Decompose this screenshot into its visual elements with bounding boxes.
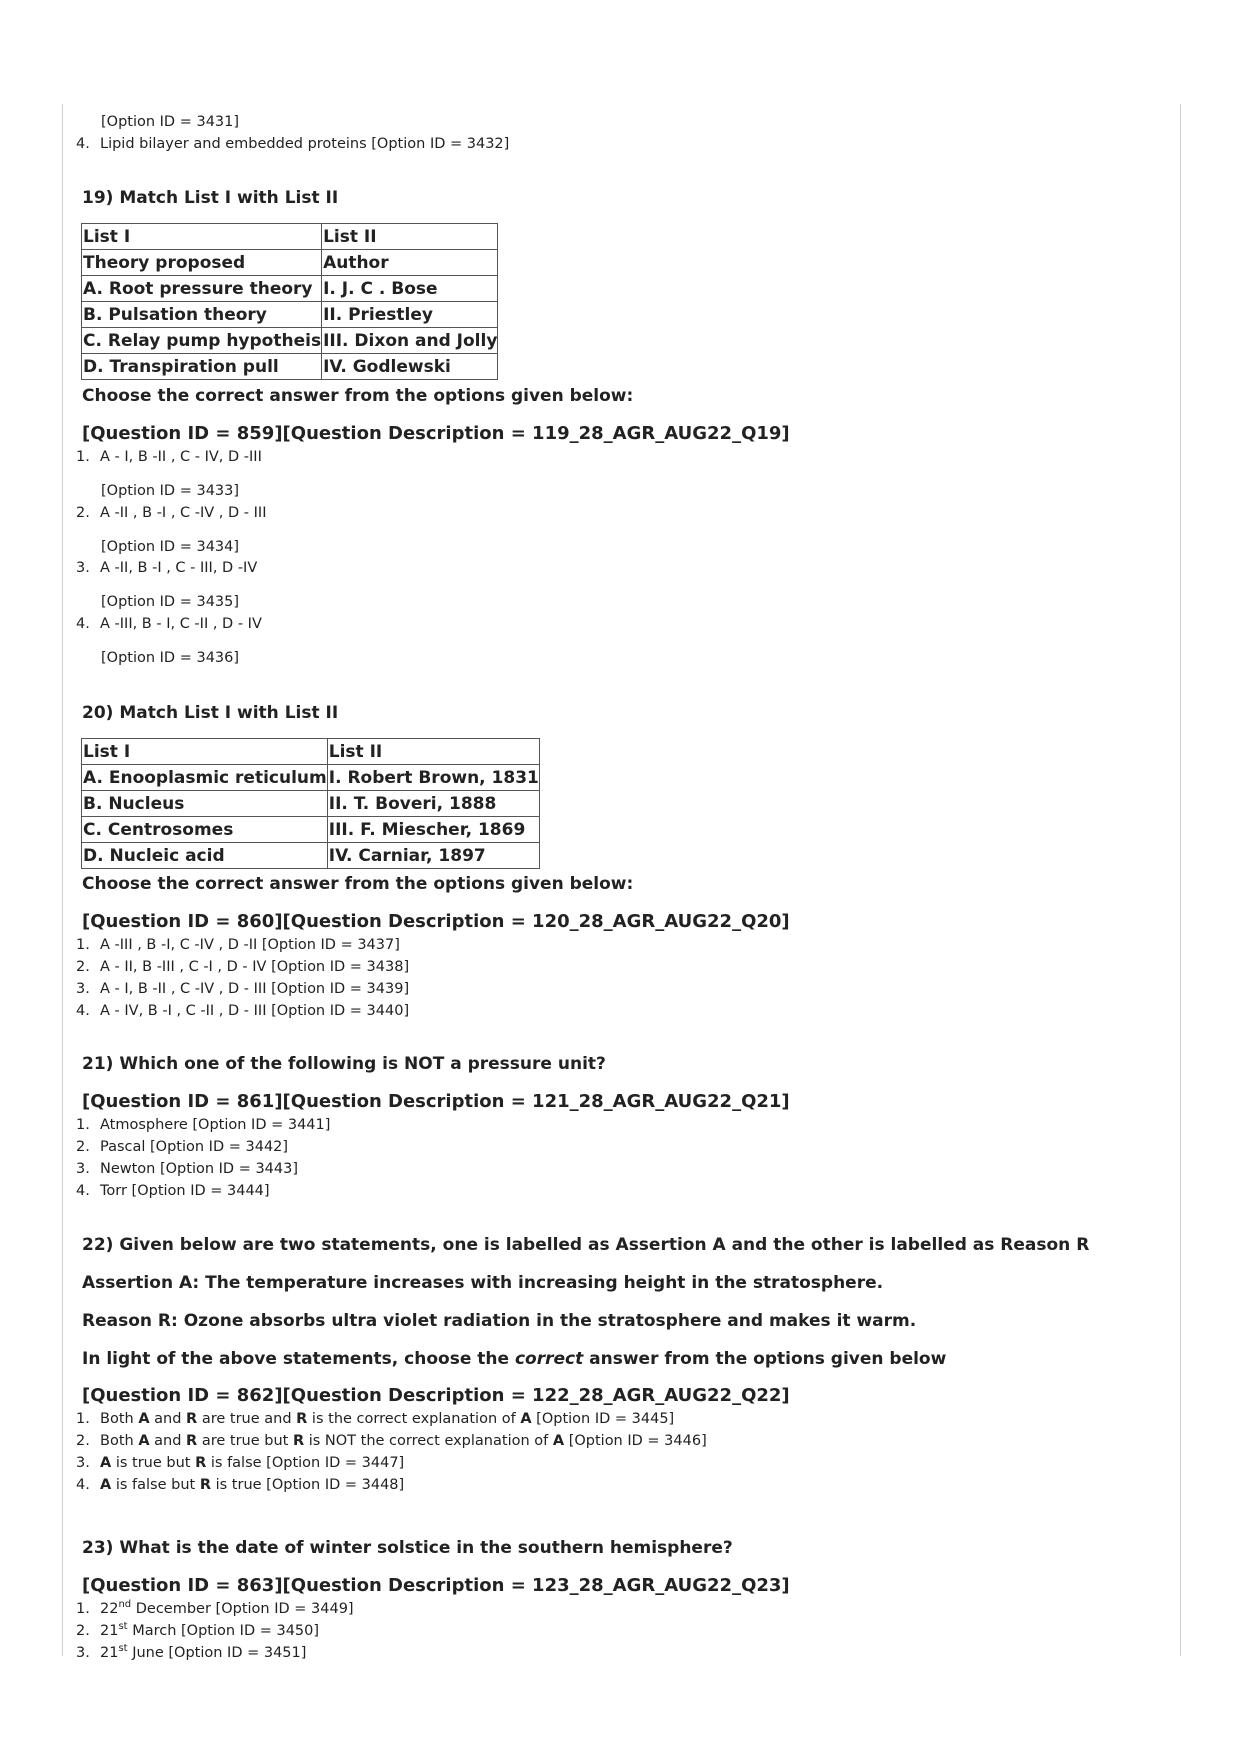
option-text: is true [Option ID = 3448] <box>211 1477 405 1493</box>
option-text: is the correct explanation of <box>307 1411 521 1427</box>
table-cell: IV. Carniar, 1897 <box>327 843 539 869</box>
option-item <box>76 1137 288 1157</box>
table-cell: II. Priestley <box>322 302 498 328</box>
option-item <box>76 134 509 154</box>
question-id: [Question ID = 863][Question Description = 123_28_AGR_AUG22_Q23] <box>82 1575 790 1596</box>
option-number: 4. <box>76 1183 90 1199</box>
option-item <box>76 957 409 977</box>
option-item <box>76 1181 270 1201</box>
option-number: 1. <box>76 1601 90 1617</box>
option-text: 21 <box>100 1645 119 1661</box>
option-number: 2. <box>76 959 90 975</box>
option-item <box>76 1115 330 1135</box>
instruction-text: answer from the options given below <box>583 1349 947 1369</box>
option-text: is NOT the correct explanation of <box>304 1433 553 1449</box>
option-id: [Option ID = 3431] <box>101 114 240 130</box>
option-bold-term: R <box>195 1455 207 1471</box>
option-item <box>76 1599 354 1619</box>
option-item <box>76 1431 707 1451</box>
table-row <box>82 354 498 380</box>
option-text: June [Option ID = 3451] <box>127 1645 307 1661</box>
option-bold-term: R <box>292 1433 305 1449</box>
option-item <box>76 935 400 955</box>
table-row <box>82 328 498 354</box>
table-cell: Author <box>322 250 498 276</box>
option-text: and <box>149 1433 187 1449</box>
option-bold-term: R <box>199 1477 211 1493</box>
option-item <box>76 558 257 578</box>
option-bold-term: R <box>296 1411 308 1427</box>
option-item <box>76 447 262 467</box>
question-id: [Question ID = 861][Question Description = 121_28_AGR_AUG22_Q21] <box>82 1091 790 1112</box>
option-text: [Option ID = 3445] <box>531 1411 675 1427</box>
option-item <box>76 1475 404 1495</box>
table-cell: Theory proposed <box>82 250 322 276</box>
table-row <box>82 276 498 302</box>
option-text: A - I, B -II , C - IV, D -III <box>100 449 262 465</box>
option-text: 22 <box>100 1601 119 1617</box>
table-cell: II. T. Boveri, 1888 <box>327 791 539 817</box>
table-cell: D. Nucleic acid <box>82 843 328 869</box>
option-text: and <box>149 1411 187 1427</box>
option-id: [Option ID = 3436] <box>101 650 240 666</box>
option-bold-term: A <box>100 1455 112 1471</box>
option-bold-term: R <box>186 1433 198 1449</box>
option-number: 3. <box>76 1645 90 1661</box>
table-cell: B. Pulsation theory <box>82 302 322 328</box>
option-number: 2. <box>76 505 90 521</box>
option-number: 3. <box>76 1161 90 1177</box>
option-text: March [Option ID = 3450] <box>127 1623 320 1639</box>
option-number: 3. <box>76 1455 90 1471</box>
question-instruction: Choose the correct answer from the options given below: <box>82 386 634 406</box>
table-cell: A. Root pressure theory <box>82 276 322 302</box>
option-text: Newton [Option ID = 3443] <box>100 1161 299 1177</box>
table-cell: III. F. Miescher, 1869 <box>327 817 539 843</box>
option-number: 4. <box>76 1003 90 1019</box>
option-number: 2. <box>76 1433 90 1449</box>
option-text: are true and <box>197 1411 297 1427</box>
option-text: A - I, B -II , C -IV , D - III [Option ID = 3439] <box>100 981 410 997</box>
option-text: 21 <box>100 1623 119 1639</box>
option-number: 4. <box>76 1477 90 1493</box>
option-id: [Option ID = 3435] <box>101 594 240 610</box>
ordinal-suffix: st <box>118 1643 128 1654</box>
option-text: A -II, B -I , C - III, D -IV <box>100 560 258 576</box>
option-text: is false but <box>111 1477 200 1493</box>
option-number: 4. <box>76 136 90 152</box>
question-title: 21) Which one of the following is NOT a pressure unit? <box>82 1054 606 1074</box>
option-number: 1. <box>76 449 90 465</box>
option-text: is false [Option ID = 3447] <box>206 1455 405 1471</box>
reason-statement: Reason R: Ozone absorbs ultra violet radiation in the stratosphere and makes it warm. <box>82 1311 917 1331</box>
option-item <box>76 503 266 523</box>
option-number: 3. <box>76 560 90 576</box>
option-text: Both <box>100 1433 139 1449</box>
table-row <box>82 765 540 791</box>
instruction-text: In light of the above statements, choose the <box>82 1349 515 1369</box>
question-title: 20) Match List I with List II <box>82 703 339 723</box>
option-bold-term: A <box>520 1411 532 1427</box>
table-cell: I. Robert Brown, 1831 <box>327 765 539 791</box>
table-cell: I. J. C . Bose <box>322 276 498 302</box>
match-table <box>81 738 540 869</box>
option-text: A - II, B -III , C -I , D - IV [Option ID = 3438] <box>100 959 410 975</box>
table-row <box>82 817 540 843</box>
question-title: 23) What is the date of winter solstice in the southern hemisphere? <box>82 1538 733 1558</box>
table-row <box>82 224 498 250</box>
table-cell: B. Nucleus <box>82 791 328 817</box>
table-cell: A. Enooplasmic reticulum <box>82 765 328 791</box>
option-text: Lipid bilayer and embedded proteins [Option ID = 3432] <box>100 136 510 152</box>
option-bold-term: A <box>138 1411 150 1427</box>
option-number: 1. <box>76 1117 90 1133</box>
option-number: 1. <box>76 1411 90 1427</box>
option-text: [Option ID = 3446] <box>564 1433 707 1449</box>
option-item <box>76 1409 674 1429</box>
option-number: 3. <box>76 981 90 997</box>
option-item <box>76 614 262 634</box>
match-table <box>81 223 498 380</box>
table-cell: IV. Godlewski <box>322 354 498 380</box>
question-title: 19) Match List I with List II <box>82 188 339 208</box>
page-right-border <box>1180 104 1181 1656</box>
question-instruction <box>82 1348 946 1370</box>
table-row <box>82 843 540 869</box>
table-cell: List I <box>82 739 328 765</box>
option-id: [Option ID = 3433] <box>101 483 240 499</box>
option-item <box>76 1159 298 1179</box>
option-item <box>76 979 409 999</box>
ordinal-suffix: nd <box>118 1599 132 1610</box>
question-instruction: Choose the correct answer from the options given below: <box>82 874 634 894</box>
option-bold-term: A <box>100 1477 112 1493</box>
table-cell: C. Centrosomes <box>82 817 328 843</box>
option-number: 4. <box>76 616 90 632</box>
option-bold-term: A <box>552 1433 565 1449</box>
option-id: [Option ID = 3434] <box>101 539 240 555</box>
table-cell: D. Transpiration pull <box>82 354 322 380</box>
question-id: [Question ID = 859][Question Description = 119_28_AGR_AUG22_Q19] <box>82 423 790 444</box>
table-row <box>82 250 498 276</box>
option-item <box>76 1643 306 1663</box>
option-number: 2. <box>76 1139 90 1155</box>
option-text: Atmosphere [Option ID = 3441] <box>100 1117 331 1133</box>
option-text: Pascal [Option ID = 3442] <box>100 1139 289 1155</box>
option-bold-term: A <box>138 1433 150 1449</box>
option-text: are true but <box>197 1433 293 1449</box>
table-cell: List II <box>327 739 539 765</box>
option-text: Torr [Option ID = 3444] <box>100 1183 270 1199</box>
option-text: A -III , B -I, C -IV , D -II [Option ID = 3437] <box>100 937 400 953</box>
option-item <box>76 1001 409 1021</box>
question-title: 22) Given below are two statements, one is labelled as Assertion A and the other is labelled as Reason R <box>82 1235 1090 1255</box>
option-text: Both <box>100 1411 139 1427</box>
option-item <box>76 1453 404 1473</box>
table-cell: C. Relay pump hypotheis <box>82 328 322 354</box>
option-item <box>76 1621 319 1641</box>
table-row <box>82 302 498 328</box>
option-text: A -III, B - I, C -II , D - IV <box>100 616 262 632</box>
table-cell: III. Dixon and Jolly <box>322 328 498 354</box>
option-bold-term: R <box>186 1411 198 1427</box>
option-text: A -II , B -I , C -IV , D - III <box>100 505 267 521</box>
table-row <box>82 739 540 765</box>
assertion-statement: Assertion A: The temperature increases with increasing height in the stratosphere. <box>82 1273 884 1293</box>
option-number: 2. <box>76 1623 90 1639</box>
option-text: is true but <box>111 1455 196 1471</box>
option-number: 1. <box>76 937 90 953</box>
table-row <box>82 791 540 817</box>
instruction-emphasis: correct <box>514 1349 584 1369</box>
question-id: [Question ID = 860][Question Description = 120_28_AGR_AUG22_Q20] <box>82 911 790 932</box>
option-text: December [Option ID = 3449] <box>131 1601 354 1617</box>
table-cell: List II <box>322 224 498 250</box>
ordinal-suffix: st <box>118 1621 128 1632</box>
page-left-border <box>62 104 63 1656</box>
option-text: A - IV, B -I , C -II , D - III [Option ID = 3440] <box>100 1003 410 1019</box>
table-cell: List I <box>82 224 322 250</box>
question-id: [Question ID = 862][Question Description = 122_28_AGR_AUG22_Q22] <box>82 1385 790 1406</box>
